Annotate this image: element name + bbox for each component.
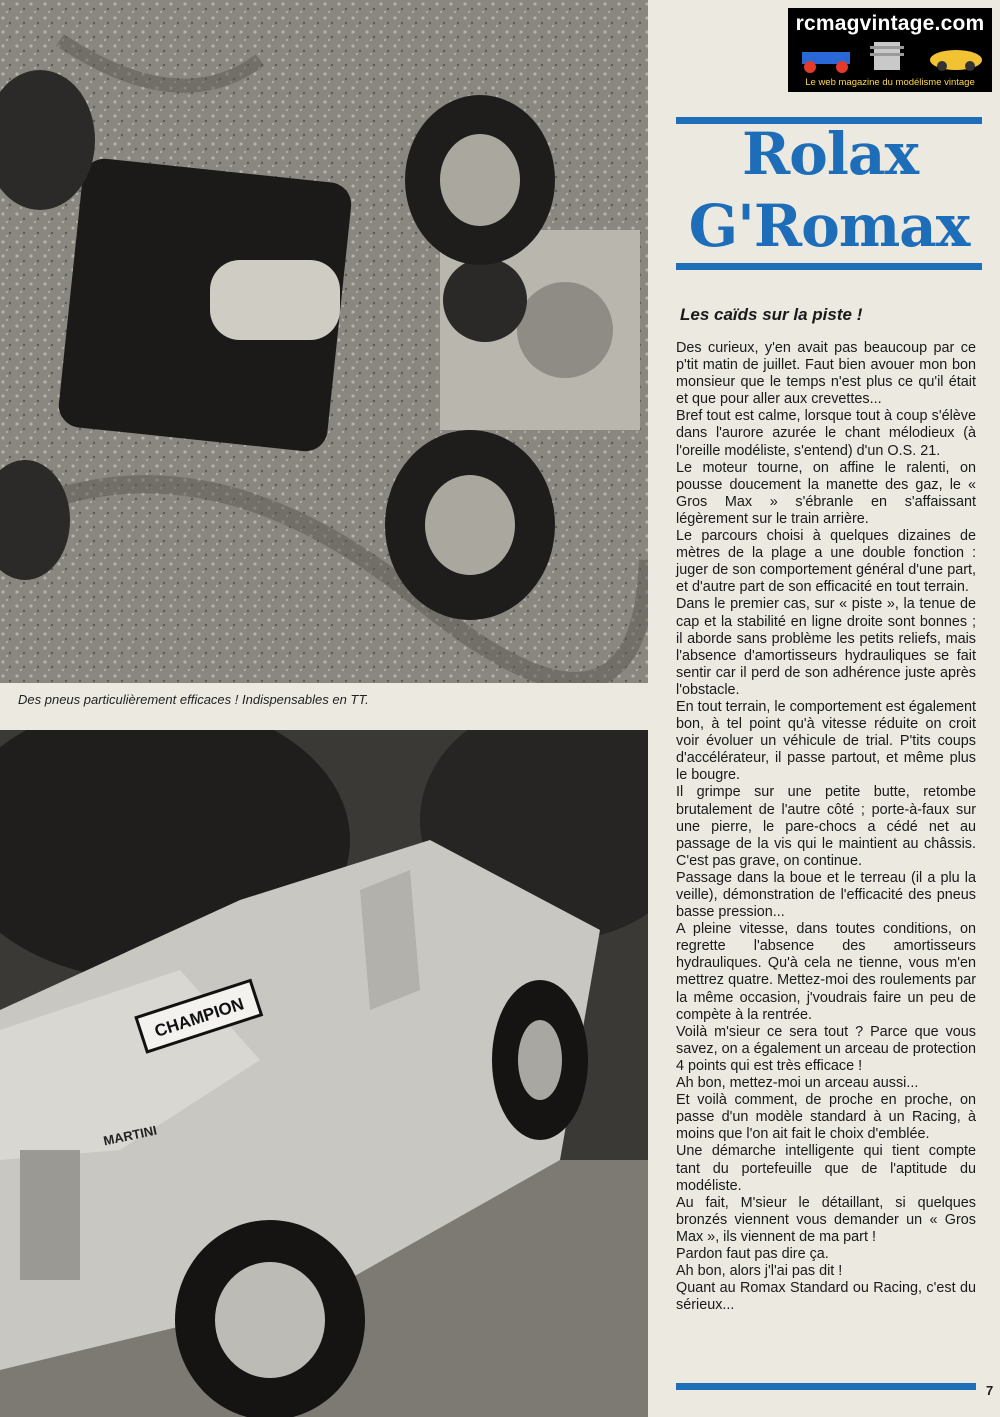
paragraph: Bref tout est calme, lorsque tout à coup s'élève dans l'aurore azurée le chant mélodieux (à l'oreille modéliste, s'entend) d'un O.S. 21. xyxy=(676,408,976,459)
paragraph: Au fait, M'sieur le détaillant, si quelques bronzés viennent vous demander un « Gros Max », ils viennent de ma part ! xyxy=(676,1194,976,1245)
photo-caption: Des pneus particulièrement efficaces ! Indispensables en TT. xyxy=(18,692,369,707)
photo-jeep-body xyxy=(0,730,648,1417)
paragraph: En tout terrain, le comportement est également bon, à tel point qu'à vitesse réduite on croit voir évoluer un véhicule de trial. P'tits coups d'accélérateur, il passe partout, et même plus le bougre. xyxy=(676,698,976,784)
paragraph: Le moteur tourne, on affine le ralenti, on pousse doucement la manette des gaz, le « Gros Max » s'ébranle en s'affaissant légèrement sur le train arrière. xyxy=(676,459,976,527)
article-title-line-2: G'Romax xyxy=(688,192,970,260)
paragraph: Dans le premier cas, sur « piste », la tenue de cap et la stabilité en ligne droite sont bonnes ; il aborde sans problème les petits reliefs, mais l'absence d'amortisseurs hydrauliques se fait sentir car il perd de son adhérence juste après l'obstacle. xyxy=(676,596,976,698)
logo-car-engine-icon xyxy=(796,40,984,74)
paragraph: Une démarche intelligente qui tient compte tant du portefeuille que de l'aptitude du modéliste. xyxy=(676,1143,976,1194)
sticker-champion: CHAMPION xyxy=(152,994,247,1041)
paragraph: A pleine vitesse, dans toutes conditions, on regrette l'absence des amortisseurs hydrauliques. Qu'à cela ne tienne, vous m'en mettrez quatre. Mettez-moi des roulements par la même occasion, j'voudrais faire un peu de compète à la rentrée. xyxy=(676,921,976,1023)
sticker-martini: MARTINI xyxy=(102,1122,159,1149)
paragraph: Ah bon, alors j'l'ai pas dit ! xyxy=(676,1263,843,1280)
footer-rule xyxy=(676,1383,976,1390)
paragraph: Passage dans la boue et le terreau (il a plu la veille), démonstration de l'efficacité des pneus basse pression... xyxy=(676,869,976,921)
paragraph: Le parcours choisi à quelques dizaines de mètres de la plage a une double fonction : juger de son comportement général d'une part, et d'autre part de son efficacité en tout terrain. xyxy=(676,528,976,596)
site-logo xyxy=(788,8,992,92)
paragraph: Pardon faut pas dire ça. xyxy=(676,1245,829,1262)
article-body xyxy=(676,340,976,1314)
photo-chassis-top-view xyxy=(0,0,648,683)
article-title-line-1: Rolax xyxy=(741,120,919,188)
page-number: 7 xyxy=(986,1383,994,1398)
logo-site-name: rcmagvintage.com xyxy=(795,12,985,35)
paragraph: Voilà m'sieur ce sera tout ? Parce que vous savez, on a également un arceau de protection 4 points qui est très efficace ! xyxy=(676,1023,977,1074)
article-subtitle: Les caïds sur la piste ! xyxy=(680,305,863,324)
paragraph: Quant au Romax Standard ou Racing, c'est du sérieux... xyxy=(676,1280,976,1314)
paragraph: Et voilà comment, de proche en proche, on passe d'un modèle standard à un Racing, à moins que l'on ait fait le choix d'emblée. xyxy=(676,1092,976,1143)
paragraph: Ah bon, mettez-moi un arceau aussi... xyxy=(676,1075,919,1092)
title-rule-bottom xyxy=(676,263,982,270)
logo-tagline: Le web magazine du modélisme vintage xyxy=(805,77,975,88)
paragraph: Des curieux, y'en avait pas beaucoup par ce p'tit matin de juillet. Faut bien avouer mon bon monsieur que le temps n'est plus ce qu'il était et que pour aller aux crevettes... xyxy=(676,340,976,408)
paragraph: Il grimpe sur une petite butte, retombe brutalement de l'autre côté ; porte-à-faux sur une pierre, le pare-chocs a cédé net au passage de la vis qui le maintient au châssis. C'est pas grave, on continue. xyxy=(676,784,976,869)
